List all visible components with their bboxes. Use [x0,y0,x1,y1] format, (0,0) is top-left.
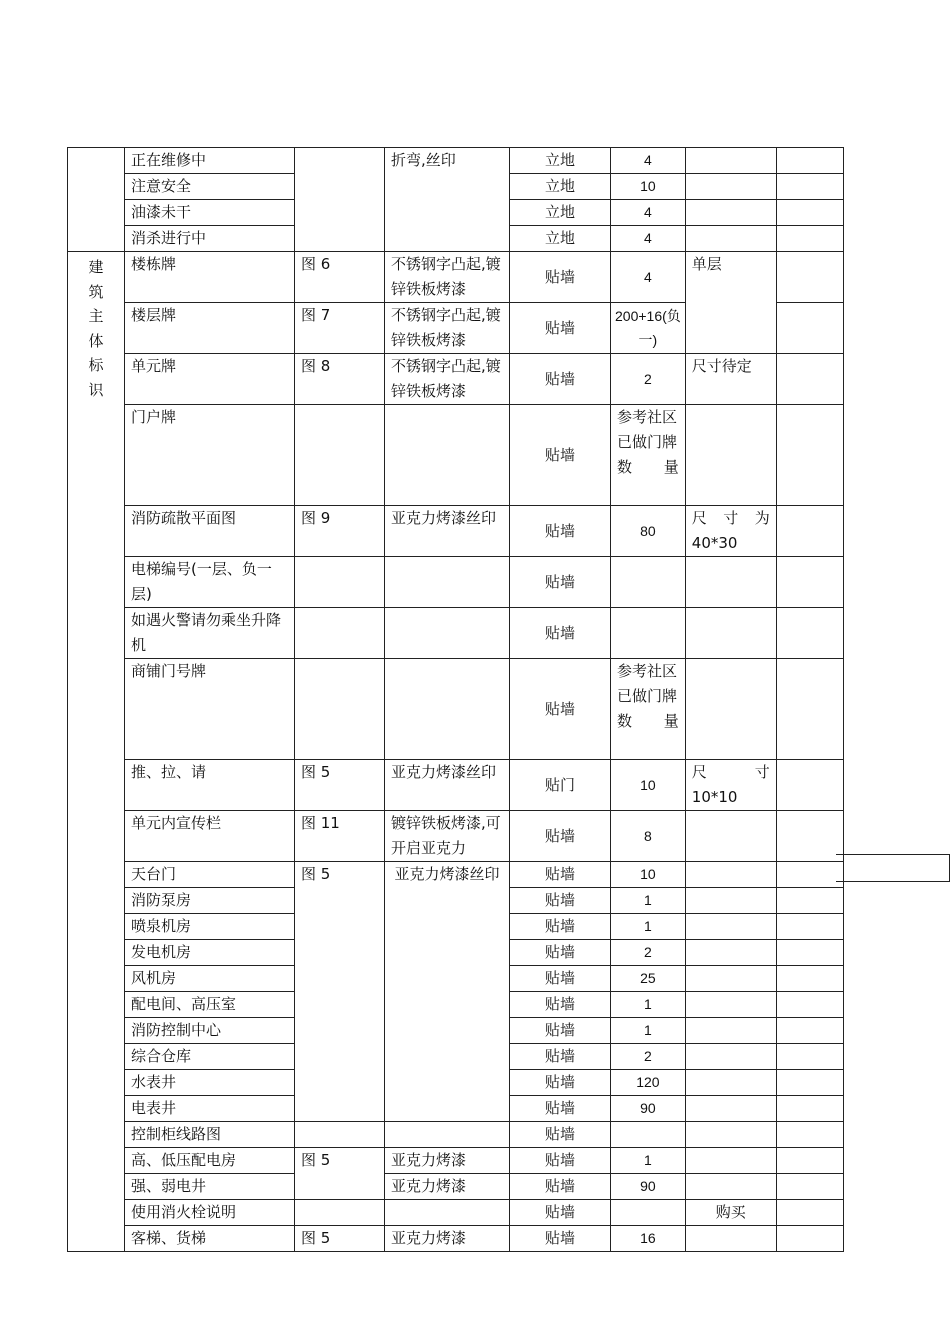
mount-cell: 贴墙 [510,940,611,966]
remark-cell [685,914,776,940]
figure-cell: 图 9 [295,506,385,557]
item-name: 消防泵房 [125,888,295,914]
material-cell: 折弯,丝印 [385,148,510,252]
remark-cell [685,1174,776,1200]
figure-cell: 图 8 [295,354,385,405]
material-cell [385,608,510,659]
remark-cell [685,1148,776,1174]
extra-cell [776,174,843,200]
table-row [68,811,844,862]
table-row [68,148,844,174]
extra-cell [776,1200,843,1226]
remark-cell [685,1226,776,1252]
material-cell [385,1122,510,1148]
extra-cell [776,992,843,1018]
mount-cell: 贴墙 [510,506,611,557]
remark-cell: 单层 [685,252,776,354]
remark-cell [685,888,776,914]
remark-cell [685,811,776,862]
extra-cell [776,888,843,914]
remark-cell [685,174,776,200]
extra-cell [776,1174,843,1200]
extra-cell [776,1122,843,1148]
mount-cell: 贴墙 [510,992,611,1018]
mount-cell: 立地 [510,148,611,174]
extra-cell [776,811,843,862]
mount-cell: 贴墙 [510,252,611,303]
table-row [68,557,844,608]
mount-cell: 贴墙 [510,914,611,940]
extra-cell [776,252,843,303]
extra-cell [776,148,843,174]
mount-cell: 贴墙 [510,966,611,992]
category-text: 建 筑 主 体 标 识 [88,258,104,399]
remark-cell [685,992,776,1018]
figure-cell: 图 5 [295,1148,385,1200]
extra-cell [776,1018,843,1044]
item-name: 客梯、货梯 [125,1226,295,1252]
table-row [68,760,844,811]
mount-cell: 立地 [510,200,611,226]
remark-cell [685,1070,776,1096]
mount-cell: 贴墙 [510,1018,611,1044]
remark-cell [685,148,776,174]
quantity-cell: 1 [611,914,686,940]
item-name: 使用消火栓说明 [125,1200,295,1226]
material-cell [385,1200,510,1226]
quantity-cell: 4 [611,226,686,252]
extra-cell [776,966,843,992]
extra-cell [776,557,843,608]
quantity-cell: 4 [611,200,686,226]
remark-cell: 尺 寸 为 40*30 [685,506,776,557]
figure-cell [295,557,385,608]
figure-cell [295,659,385,760]
mount-cell: 贴墙 [510,1044,611,1070]
material-cell: 亚克力烤漆 [385,1148,510,1174]
material-cell: 镀锌铁板烤漆,可开启亚克力 [385,811,510,862]
mount-cell: 贴墙 [510,1226,611,1252]
quantity-cell [611,608,686,659]
mount-cell: 贴墙 [510,557,611,608]
figure-cell: 图 5 [295,1226,385,1252]
item-name: 高、低压配电房 [125,1148,295,1174]
item-name: 风机房 [125,966,295,992]
mount-cell: 贴墙 [510,608,611,659]
remark-cell [685,1018,776,1044]
quantity-cell: 90 [611,1174,686,1200]
table-row [68,1226,844,1252]
quantity-cell: 16 [611,1226,686,1252]
quantity-cell: 10 [611,862,686,888]
table-row [68,608,844,659]
remark-cell: 购买 [685,1200,776,1226]
remark-cell: 尺 寸 10*10 [685,760,776,811]
mount-cell: 贴墙 [510,1096,611,1122]
extra-cell [776,303,843,354]
item-name: 消防疏散平面图 [125,506,295,557]
mount-cell: 贴门 [510,760,611,811]
quantity-cell: 2 [611,940,686,966]
item-name: 控制柜线路图 [125,1122,295,1148]
figure-cell: 图 5 [295,760,385,811]
figure-cell: 图 6 [295,252,385,303]
remark-cell [685,862,776,888]
quantity-cell: 25 [611,966,686,992]
item-name: 商铺门号牌 [125,659,295,760]
quantity-cell: 参考社区已做门牌数量 [611,405,686,506]
item-name: 单元内宣传栏 [125,811,295,862]
mount-cell: 贴墙 [510,303,611,354]
signage-table [67,147,844,1252]
extra-cell [776,1044,843,1070]
remark-cell [685,940,776,966]
item-name: 天台门 [125,862,295,888]
remark-cell [685,608,776,659]
mount-cell: 贴墙 [510,862,611,888]
extra-cell [776,506,843,557]
category-cell-empty [68,148,125,252]
table-row [68,1148,844,1174]
mount-cell: 贴墙 [510,405,611,506]
figure-cell [295,1122,385,1148]
quantity-cell: 1 [611,992,686,1018]
table-row [68,659,844,760]
remark-cell [685,557,776,608]
extra-cell [776,940,843,966]
quantity-cell: 120 [611,1070,686,1096]
table-row [68,1200,844,1226]
extra-cell [776,1148,843,1174]
item-name: 如遇火警请勿乘坐升降机 [125,608,295,659]
mount-cell: 贴墙 [510,1122,611,1148]
item-name: 正在维修中 [125,148,295,174]
figure-cell [295,405,385,506]
figure-cell [295,148,385,252]
extra-cell [776,760,843,811]
quantity-cell: 4 [611,148,686,174]
overflow-cell-stub [836,854,950,882]
item-name: 消防控制中心 [125,1018,295,1044]
mount-cell: 贴墙 [510,811,611,862]
extra-cell [776,659,843,760]
extra-cell [776,608,843,659]
quantity-cell: 200+16(负一) [611,303,686,354]
quantity-cell [611,557,686,608]
item-name: 配电间、高压室 [125,992,295,1018]
remark-cell [685,659,776,760]
material-cell: 不锈钢字凸起,镀锌铁板烤漆 [385,252,510,303]
item-name: 电梯编号(一层、负一层) [125,557,295,608]
mount-cell: 贴墙 [510,1148,611,1174]
item-name: 消杀进行中 [125,226,295,252]
item-name: 水表井 [125,1070,295,1096]
table-row [68,1122,844,1148]
remark-cell [685,1096,776,1122]
remark-cell: 尺寸待定 [685,354,776,405]
material-cell [385,557,510,608]
table-row [68,405,844,506]
material-cell: 不锈钢字凸起,镀锌铁板烤漆 [385,354,510,405]
item-name: 单元牌 [125,354,295,405]
material-cell: 不锈钢字凸起,镀锌铁板烤漆 [385,303,510,354]
material-cell: 亚克力烤漆丝印 [385,862,510,1122]
remark-cell [685,1044,776,1070]
item-name: 楼层牌 [125,303,295,354]
table-row [68,862,844,888]
item-name: 喷泉机房 [125,914,295,940]
figure-cell [295,1200,385,1226]
mount-cell: 立地 [510,174,611,200]
extra-cell [776,914,843,940]
quantity-cell: 1 [611,1018,686,1044]
remark-cell [685,200,776,226]
quantity-cell: 2 [611,1044,686,1070]
quantity-cell: 80 [611,506,686,557]
material-cell [385,659,510,760]
extra-cell [776,200,843,226]
remark-cell [685,1122,776,1148]
extra-cell [776,354,843,405]
quantity-cell [611,1122,686,1148]
extra-cell [776,405,843,506]
figure-cell: 图 5 [295,862,385,1122]
material-cell [385,405,510,506]
table-row [68,252,844,303]
mount-cell: 贴墙 [510,1174,611,1200]
item-name: 综合仓库 [125,1044,295,1070]
mount-cell: 贴墙 [510,888,611,914]
quantity-cell [611,1200,686,1226]
remark-cell [685,226,776,252]
item-name: 门户牌 [125,405,295,506]
quantity-cell: 参考社区已做门牌数量 [611,659,686,760]
item-name: 楼栋牌 [125,252,295,303]
quantity-cell: 8 [611,811,686,862]
figure-cell: 图 7 [295,303,385,354]
item-name: 发电机房 [125,940,295,966]
mount-cell: 贴墙 [510,659,611,760]
quantity-cell: 10 [611,760,686,811]
material-cell: 亚克力烤漆 [385,1174,510,1200]
quantity-cell: 1 [611,888,686,914]
quantity-cell: 10 [611,174,686,200]
extra-cell [776,1226,843,1252]
extra-cell [776,862,843,888]
material-cell: 亚克力烤漆丝印 [385,760,510,811]
item-name: 强、弱电井 [125,1174,295,1200]
mount-cell: 贴墙 [510,1070,611,1096]
table-row [68,1174,844,1200]
mount-cell: 贴墙 [510,1200,611,1226]
material-cell: 亚克力烤漆丝印 [385,506,510,557]
material-cell: 亚克力烤漆 [385,1226,510,1252]
remark-cell [685,405,776,506]
category-label [68,252,125,1252]
table-row [68,506,844,557]
quantity-cell: 4 [611,252,686,303]
extra-cell [776,226,843,252]
table-row [68,354,844,405]
mount-cell: 贴墙 [510,354,611,405]
item-name: 注意安全 [125,174,295,200]
quantity-cell: 2 [611,354,686,405]
item-name: 推、拉、请 [125,760,295,811]
item-name: 电表井 [125,1096,295,1122]
quantity-cell: 1 [611,1148,686,1174]
quantity-cell: 90 [611,1096,686,1122]
figure-cell: 图 11 [295,811,385,862]
extra-cell [776,1096,843,1122]
mount-cell: 立地 [510,226,611,252]
extra-cell [776,1070,843,1096]
figure-cell [295,608,385,659]
remark-cell [685,966,776,992]
item-name: 油漆未干 [125,200,295,226]
